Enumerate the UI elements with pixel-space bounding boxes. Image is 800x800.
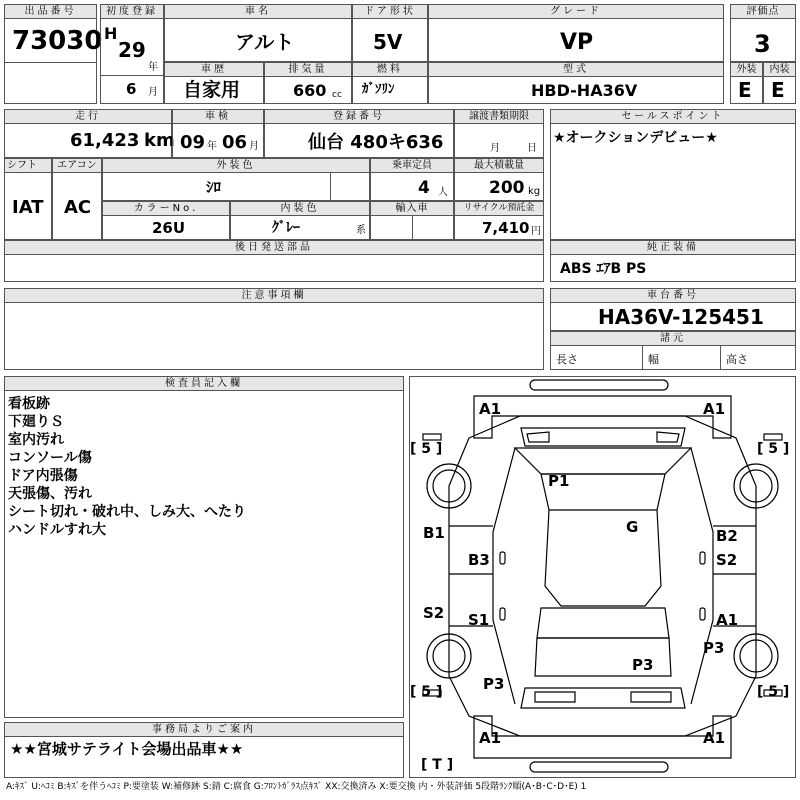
inspection-label: 車検: [172, 109, 264, 124]
diagram-a1-bottom-right: A1: [703, 729, 726, 747]
first-reg-divider: [100, 75, 164, 76]
int-color-suffix: 系: [356, 225, 366, 236]
recycle-unit: 円: [531, 226, 541, 237]
transfer-month-unit: 月: [490, 143, 500, 154]
diagram-s2-right: S2: [716, 551, 738, 569]
specs-box: [550, 345, 796, 370]
lot-number: 73030: [12, 26, 103, 56]
inspection-year-unit: 年: [207, 141, 217, 152]
specs-label: 諸元: [550, 331, 796, 346]
door-value: 5V: [373, 30, 403, 54]
ext-grade-value: E: [738, 78, 752, 102]
first-reg-year-unit: 年: [148, 62, 158, 73]
diagram-b1: B1: [423, 524, 445, 542]
fuel-value: ｶﾞｿﾘﾝ: [362, 82, 395, 97]
import-divider: [412, 215, 413, 240]
int-grade-label: 内装: [763, 62, 796, 77]
inspector-line: 天張傷、汚れ: [8, 486, 92, 502]
inspector-line: ハンドルすれ大: [8, 522, 106, 538]
diagram-b2: B2: [716, 527, 738, 545]
history-value: 自家用: [183, 79, 241, 101]
diagram-bracket-bottom-left: [ 5 ]: [410, 684, 443, 700]
color-no-label: カラーNo.: [102, 201, 230, 216]
mileage-unit: km: [144, 130, 175, 151]
later-parts-box: [4, 254, 544, 282]
notes-box: [4, 302, 544, 370]
ext-color-label: 外装色: [102, 158, 370, 173]
inspector-line: 看板跡: [8, 396, 50, 412]
diagram-g: G: [626, 518, 639, 536]
transfer-label: 譲渡書類期限: [454, 109, 544, 124]
diagram-p3-left: P3: [483, 675, 505, 693]
diagram-bracket-top-right: [ 5 ]: [757, 441, 790, 457]
grade-label: グレード: [428, 4, 724, 19]
specs-width: 幅: [648, 353, 659, 366]
diagram-p1: P1: [548, 472, 570, 490]
plate-label: 登録番号: [264, 109, 454, 124]
grade-value: VP: [560, 30, 594, 55]
score-value: 3: [754, 30, 771, 58]
model-code-value: HBD-HA36V: [531, 81, 638, 100]
aircon-value: AC: [64, 197, 92, 218]
mileage-value: 61,423: [70, 130, 140, 151]
specs-divider-1: [642, 345, 643, 370]
chassis-label: 車台番号: [550, 288, 796, 303]
car-name-value: アルト: [235, 30, 295, 54]
diagram-b3: B3: [468, 551, 490, 569]
diagram-bracket-bottom-right: [ 5 ]: [757, 684, 790, 700]
recycle-value: 7,410: [482, 219, 530, 237]
shift-label: シフト: [4, 158, 52, 173]
max-load-value: 200: [489, 178, 525, 198]
max-load-unit: kg: [528, 186, 541, 197]
ext-color-divider: [330, 172, 331, 201]
score-label: 評価点: [730, 4, 796, 19]
capacity-value: 4: [418, 178, 430, 198]
inspector-line: コンソール傷: [8, 450, 92, 466]
notes-label: 注意事項欄: [4, 288, 544, 303]
color-no-value: 26U: [152, 219, 186, 237]
int-grade-value: E: [771, 78, 785, 102]
diagram-a1-bottom-left: A1: [479, 729, 502, 747]
diagram-a1-right: A1: [716, 611, 739, 629]
specs-height: 高さ: [726, 353, 748, 366]
plate-value: 仙台 480キ636: [308, 132, 444, 153]
inspection-month: 06: [222, 132, 248, 153]
first-reg-era: H: [104, 24, 118, 43]
diagram-s1: S1: [468, 611, 490, 629]
diagram-t: [ T ]: [421, 757, 454, 773]
specs-divider-2: [720, 345, 721, 370]
ext-grade-label: 外装: [730, 62, 763, 77]
fuel-label: 燃料: [352, 62, 428, 77]
displacement-unit: cc: [332, 90, 342, 100]
specs-length: 長さ: [556, 353, 578, 366]
first-reg-month-unit: 月: [148, 87, 158, 98]
displacement-label: 排気量: [264, 62, 352, 77]
car-diagram: [409, 376, 796, 778]
inspector-label: 検査員記入欄: [4, 376, 404, 391]
capacity-label: 乗車定員: [370, 158, 454, 173]
recycle-label: リサイクル預託金: [454, 201, 544, 216]
capacity-unit: 人: [438, 187, 448, 198]
diagram-p3-center: P3: [632, 656, 654, 674]
office-value: ★★宮城サテライト会場出品車★★: [10, 740, 244, 758]
shift-value: IAT: [12, 197, 44, 218]
inspector-line: 下廻りＳ: [8, 414, 64, 430]
inspector-line: ドア内張傷: [8, 468, 78, 484]
later-parts-label: 後日発送部品: [4, 240, 544, 255]
inspection-month-unit: 月: [249, 141, 259, 152]
inspection-year: 09: [180, 132, 206, 153]
diagram-s2-left: S2: [423, 604, 445, 622]
int-color-box: [230, 215, 370, 240]
car-name-label: 車名: [164, 4, 352, 19]
aircon-label: エアコン: [52, 158, 102, 173]
damage-legend: A:ｷｽﾞ U:ﾍｺﾐ B:ｷｽﾞを伴うﾍｺﾐ P:要塗装 W:補修跡 S:錆 C:腐食 G:ﾌﾛﾝﾄｶﾞﾗｽ点ｷｽﾞ XX:交換済み X:要交換 内・外装評価 5段階ﾗﾝｸ順(A･B･C･D･E) 1: [6, 782, 587, 792]
lot-value-divider: [4, 62, 97, 63]
office-label: 事務局よりご案内: [4, 722, 404, 737]
transfer-day-unit: 日: [527, 143, 537, 154]
diagram-bracket-top-left: [ 5 ]: [410, 441, 443, 457]
door-label: ドア形状: [352, 4, 428, 19]
history-label: 車歴: [164, 62, 264, 77]
import-label: 輸入車: [370, 201, 454, 216]
diagram-a1-top-left: A1: [479, 400, 502, 418]
ext-color-value: ｼﾛ: [206, 178, 222, 196]
inspector-line: シート切れ・破れ中、しみ大、へたり: [8, 504, 246, 520]
equipment-label: 純正装備: [550, 240, 796, 255]
mileage-label: 走行: [4, 109, 172, 124]
int-color-label: 内装色: [230, 201, 370, 216]
first-reg-month: 6: [126, 80, 137, 98]
max-load-label: 最大積載量: [454, 158, 544, 173]
diagram-p3-right: P3: [703, 639, 725, 657]
sales-point-value: ★オークションデビュー★: [553, 130, 718, 146]
inspector-list: [8, 395, 246, 539]
chassis-value: HA36V-125451: [598, 305, 764, 329]
inspector-line: 室内汚れ: [8, 432, 64, 448]
first-reg-label: 初度登録: [100, 4, 164, 19]
model-code-label: 型式: [428, 62, 724, 77]
lot-label: 出品番号: [4, 4, 97, 19]
sales-point-label: セールスポイント: [550, 109, 796, 124]
displacement-value: 660: [293, 81, 327, 100]
diagram-a1-top-right: A1: [703, 400, 726, 418]
equipment-value: ABS ｴｱB PS: [560, 261, 647, 277]
int-color-value: ｸﾞﾚｰ: [272, 220, 300, 236]
first-reg-year: 29: [118, 38, 146, 62]
